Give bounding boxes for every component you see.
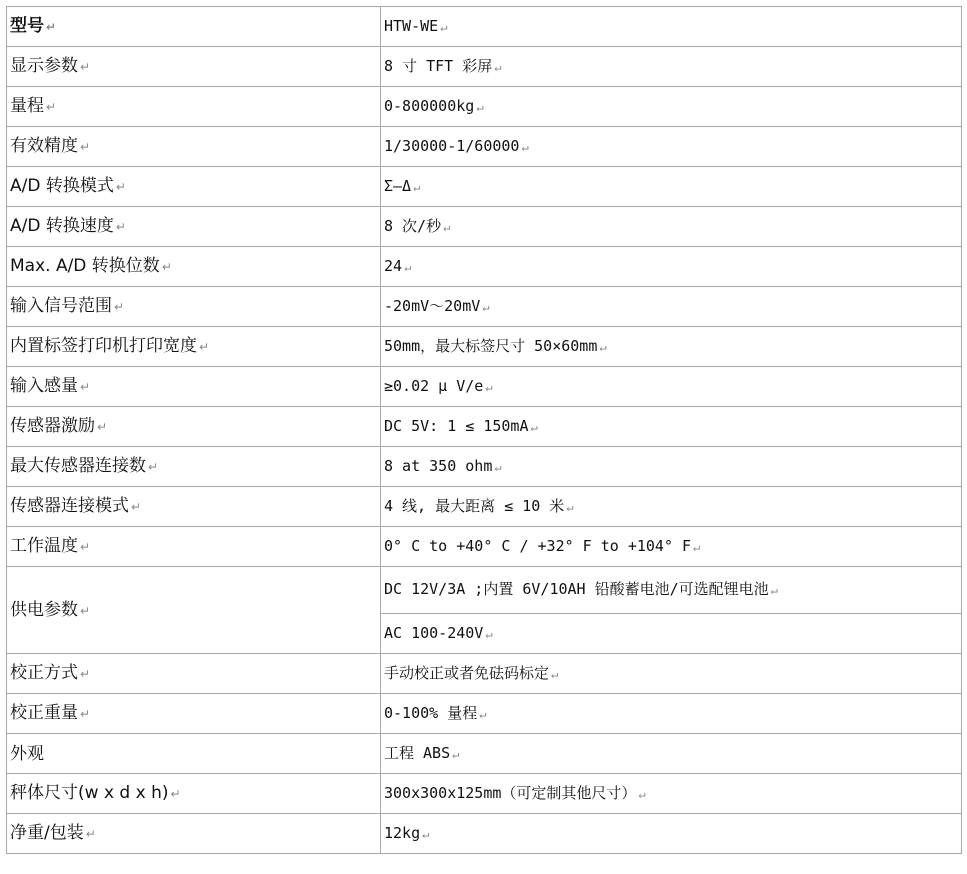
spec-value: 8 at 350 ohm ↵ [381,447,962,487]
spec-label: 最大传感器连接数 ↵ [7,447,381,487]
table-row [7,734,962,774]
spec-value: 0-100% 量程 ↵ [381,694,962,734]
spec-label: 校正方式 ↵ [7,654,381,694]
spec-label: 供电参数 ↵ [7,567,381,654]
spec-label: 工作温度 ↵ [7,527,381,567]
table-row [7,774,962,814]
spec-value: 300x300x125mm（可定制其他尺寸） ↵ [381,774,962,814]
spec-label: 型号 ↵ [7,7,381,47]
spec-value: 1/30000-1/60000 ↵ [381,127,962,167]
table-row [7,694,962,734]
spec-label: Max. A/D 转换位数 ↵ [7,247,381,287]
spec-value: DC 5V: 1 ≤ 150mA ↵ [381,407,962,447]
spec-label: A/D 转换速度 ↵ [7,207,381,247]
spec-value: 50mm，最大标签尺寸 50×60mm ↵ [381,327,962,367]
spec-label: 输入感量 ↵ [7,367,381,407]
table-row [7,487,962,527]
spec-value: 24 ↵ [381,247,962,287]
table-row [7,527,962,567]
spec-value: Σ—Δ ↵ [381,167,962,207]
spec-label: 显示参数 ↵ [7,47,381,87]
spec-label: 校正重量 ↵ [7,694,381,734]
table-row [7,247,962,287]
spec-label: 量程 ↵ [7,87,381,127]
table-row [7,327,962,367]
spec-table-body [7,7,962,854]
table-row [7,207,962,247]
spec-value: HTW-WE ↵ [381,7,962,47]
spec-value: 8 寸 TFT 彩屏 ↵ [381,47,962,87]
spec-value: 工程 ABS ↵ [381,734,962,774]
spec-value: DC 12V/3A ;内置 6V/10AH 铅酸蓄电池/可选配锂电池 ↵ [381,567,962,614]
table-row [7,814,962,854]
spec-label: 传感器激励 ↵ [7,407,381,447]
spec-label: 输入信号范围 ↵ [7,287,381,327]
table-row [7,167,962,207]
spec-label: A/D 转换模式 ↵ [7,167,381,207]
table-row [7,47,962,87]
spec-value: ≥0.02 μ V/e ↵ [381,367,962,407]
spec-value: 4 线, 最大距离 ≤ 10 米 ↵ [381,487,962,527]
table-row [7,127,962,167]
spec-value: 手动校正或者免砝码标定 ↵ [381,654,962,694]
table-row [7,7,962,47]
table-row [7,87,962,127]
spec-label: 有效精度 ↵ [7,127,381,167]
spec-label: 秤体尺寸(w x d x h) ↵ [7,774,381,814]
spec-value: AC 100-240V ↵ [381,613,962,653]
table-row [7,567,962,614]
spec-label: 外观 [7,734,381,774]
spec-value: 8 次/秒 ↵ [381,207,962,247]
spec-value: 0° C to +40° C / +32° F to +104° F ↵ [381,527,962,567]
spec-label: 传感器连接模式 ↵ [7,487,381,527]
table-row [7,367,962,407]
table-row [7,287,962,327]
spec-value: -20mV～20mV ↵ [381,287,962,327]
table-row [7,407,962,447]
spec-label: 净重/包装 ↵ [7,814,381,854]
spec-label: 内置标签打印机打印宽度 ↵ [7,327,381,367]
spec-table [6,6,962,854]
table-row [7,447,962,487]
table-row [7,654,962,694]
spec-value: 12kg ↵ [381,814,962,854]
spec-value: 0-800000kg ↵ [381,87,962,127]
